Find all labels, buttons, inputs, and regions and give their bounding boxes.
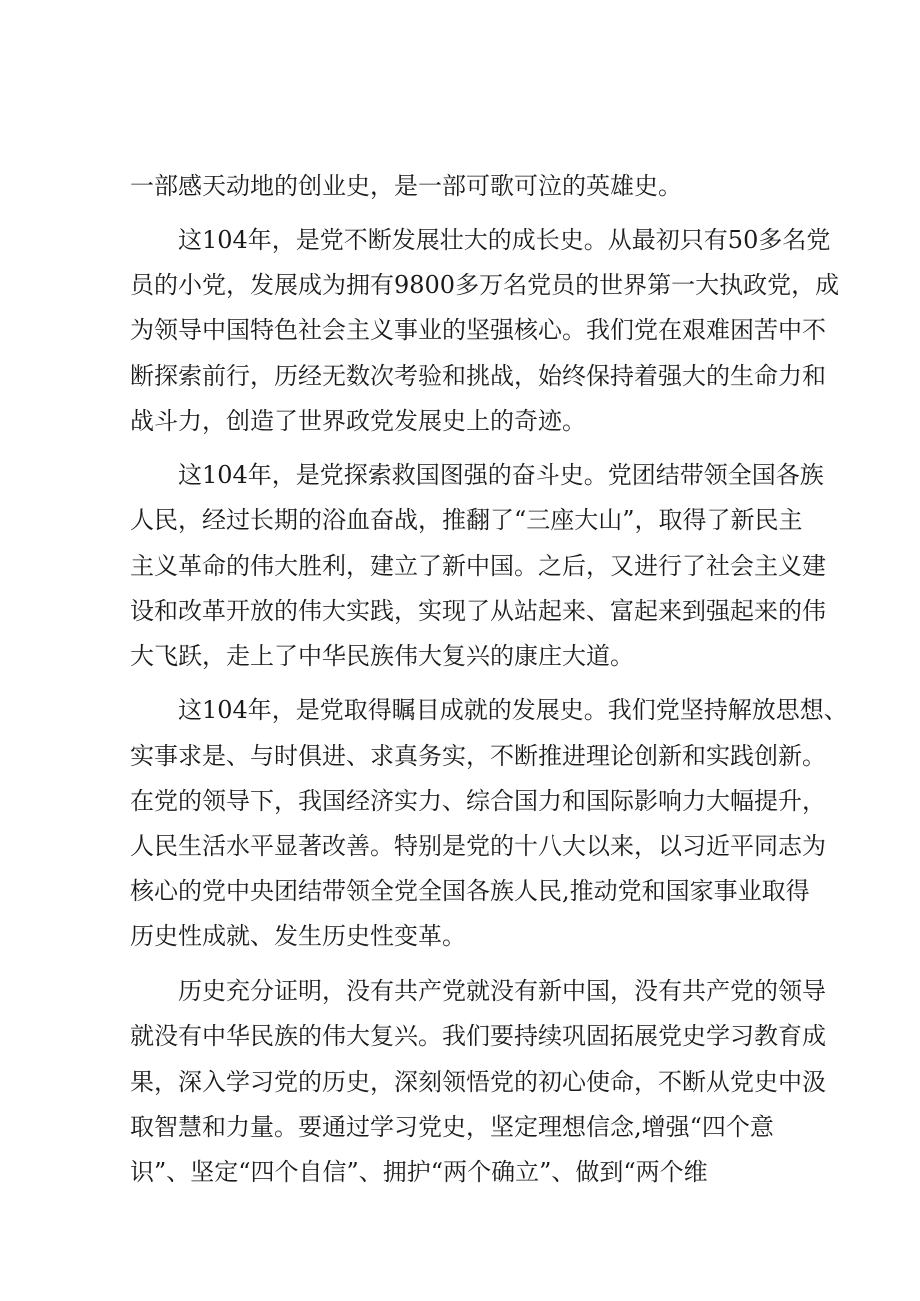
text-line: 人民，经过长期的浴血奋战，推翻了“三座大山”，取得了新民主 bbox=[130, 506, 803, 534]
text-line: 为领导中国特色社会主义事业的坚强核心。我们党在艰难困苦中不 bbox=[130, 316, 826, 344]
text-line: 核心的党中央团结带领全党全国各族人民,推动党和国家事业取得 bbox=[130, 877, 810, 905]
text-line: 取智慧和力量。要通过学习党史，坚定理想信念,增强“四个意 bbox=[130, 1113, 774, 1141]
text-line: 员的小党，发展成为拥有9800多万名党员的世界第一大执政党，成 bbox=[130, 271, 840, 299]
text-line: 断探索前行，历经无数次考验和挑战，始终保持着强大的生命力和 bbox=[130, 362, 826, 390]
text-line: 历史充分证明，没有共产党就没有新中国，没有共产党的领导 bbox=[178, 977, 826, 1005]
text-line: 识”、坚定“四个自信”、拥护“两个确立”、做到“两个维 bbox=[130, 1158, 708, 1186]
text-line: 一部感天动地的创业史，是一部可歌可泣的英雄史。 bbox=[130, 172, 682, 200]
text-line: 这104年，是党取得瞩目成就的发展史。我们党坚持解放思想、 bbox=[178, 696, 848, 724]
text-line: 实事求是、与时俱进、求真务实，不断推进理论创新和实践创新。 bbox=[130, 742, 826, 770]
text-line: 在党的领导下，我国经济实力、综合国力和国际影响力大幅提升， bbox=[130, 787, 826, 815]
text-line: 这104年，是党不断发展壮大的成长史。从最初只有50多名党 bbox=[178, 226, 831, 254]
text-line: 这104年，是党探索救国图强的奋斗史。党团结带领全国各族 bbox=[178, 461, 824, 489]
text-line: 果，深入学习党的历史，深刻领悟党的初心使命，不断从党史中汲 bbox=[130, 1068, 826, 1096]
text-line: 战斗力，创造了世界政党发展史上的奇迹。 bbox=[130, 407, 586, 435]
text-line: 人民生活水平显著改善。特别是党的十八大以来，以习近平同志为 bbox=[130, 832, 826, 860]
text-line: 就没有中华民族的伟大复兴。我们要持续巩固拓展党史学习教育成 bbox=[130, 1022, 826, 1050]
text-line: 大飞跃，走上了中华民族伟大复兴的康庄大道。 bbox=[130, 642, 634, 670]
text-line: 历史性成就、发生历史性变革。 bbox=[130, 922, 466, 950]
text-line: 主义革命的伟大胜利，建立了新中国。之后，又进行了社会主义建 bbox=[130, 552, 826, 580]
text-line: 设和改革开放的伟大实践，实现了从站起来、富起来到强起来的伟 bbox=[130, 597, 826, 625]
